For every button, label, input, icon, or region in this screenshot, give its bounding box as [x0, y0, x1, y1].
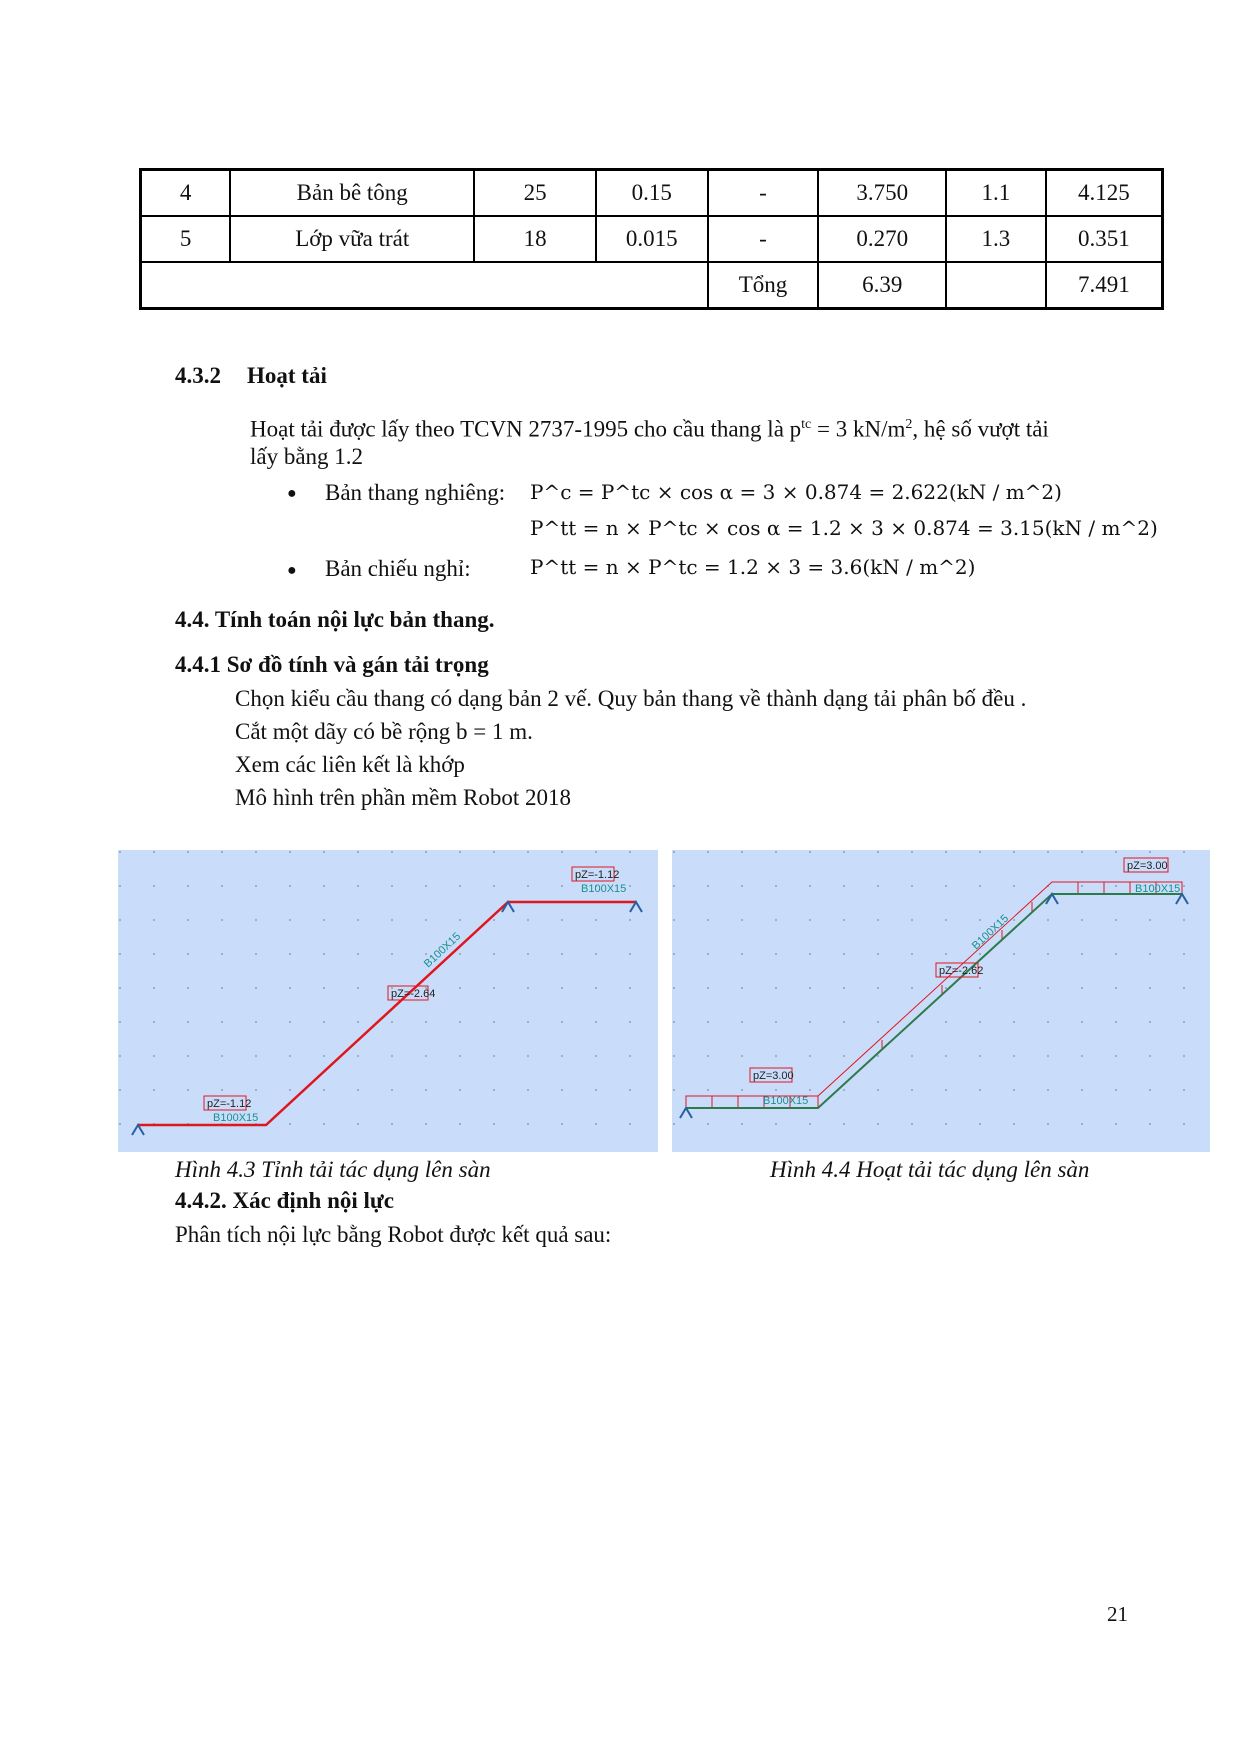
- total-label: Tổng: [708, 262, 819, 309]
- load-label-bottom: pZ=-1.12: [207, 1098, 252, 1110]
- figure-caption-2: Hình 4.4 Hoạt tải tác dụng lên sàn: [770, 1157, 1090, 1182]
- total-tc: 6.39: [818, 262, 946, 309]
- text-line: Chọn kiểu cầu thang có dạng bản 2 vế. Quy bản thang về thành dạng tải phân bố đều .: [235, 686, 1027, 711]
- text-line: Mô hình trên phần mềm Robot 2018: [235, 785, 572, 810]
- bullet-label-inclined: Bản thang nghiêng:: [325, 480, 506, 505]
- section-label: B100X15: [421, 930, 464, 971]
- load-label-bottom: pZ=3.00: [753, 1070, 794, 1082]
- section-heading-44: 4.4. Tính toán nội lực bản thang.: [175, 607, 495, 632]
- section-label: B100X15: [581, 883, 627, 895]
- formula-ptt-landing: P^tt = n × P^tc = 1.2 × 3 = 3.6(kN / m^2): [530, 555, 976, 579]
- formula-pc: P^c = P^tc × cos α = 3 × 0.874 = 2.622(kN / m^2): [530, 480, 1062, 504]
- section-heading-432: 4.3.2 Hoạt tải: [175, 363, 327, 388]
- formula-ptt-inclined: P^tt = n × P^tc × cos α = 1.2 × 3 × 0.874 = 3.15(kN / m^2): [530, 516, 1158, 540]
- text-line: Phân tích nội lực bằng Robot được kết quả sau:: [175, 1222, 612, 1247]
- table-row: 5 Lớp vữa trát 18 0.015 - 0.270 1.3 0.351: [141, 216, 1163, 262]
- figure-live-load: [672, 850, 1210, 1152]
- bullet-icon: ●: [287, 485, 297, 502]
- section-label: B100X15: [213, 1112, 259, 1124]
- page-number: 21: [1107, 1602, 1128, 1626]
- total-tt: 7.491: [1046, 262, 1163, 309]
- figure-caption-1: Hình 4.3 Tỉnh tải tác dụng lên sàn: [175, 1157, 491, 1182]
- table-row: 4 Bản bê tông 25 0.15 - 3.750 1.1 4.125: [141, 170, 1163, 217]
- bullet-label-landing: Bản chiếu nghỉ:: [325, 556, 471, 581]
- section-heading-441: 4.4.1 Sơ đồ tính và gán tải trọng: [175, 652, 489, 677]
- load-label-top: pZ=3.00: [1127, 860, 1168, 872]
- live-load-diagram: [672, 850, 1210, 1152]
- text-line: Cắt một dãy có bề rộng b = 1 m.: [235, 719, 533, 744]
- grid-dots: [118, 850, 658, 1152]
- text-line: Xem các liên kết là khớp: [235, 752, 465, 777]
- dead-load-diagram: [118, 850, 658, 1152]
- figure-dead-load: [118, 850, 658, 1152]
- section-label: B100X15: [763, 1095, 809, 1107]
- load-label-slope: pZ=-2.64: [391, 988, 436, 1000]
- load-label-top: pZ=-1.12: [575, 869, 620, 881]
- live-load-paragraph: Hoạt tải được lấy theo TCVN 2737-1995 cho cầu thang là $p^{tc} = 3$ $kN/m^2$, hệ số vượt tải: [250, 416, 1049, 442]
- grid-dots: [672, 850, 1210, 1152]
- bullet-icon: ●: [287, 562, 297, 579]
- section-label: B100X15: [1135, 883, 1181, 895]
- section-label: B100X15: [969, 912, 1012, 953]
- live-load-paragraph-line2: lấy bằng 1.2: [250, 444, 364, 469]
- loads-table: [139, 168, 1164, 310]
- load-label-slope: pZ=-2.62: [939, 965, 984, 977]
- table-total-row: [141, 262, 1163, 309]
- section-heading-442: 4.4.2. Xác định nội lực: [175, 1188, 394, 1213]
